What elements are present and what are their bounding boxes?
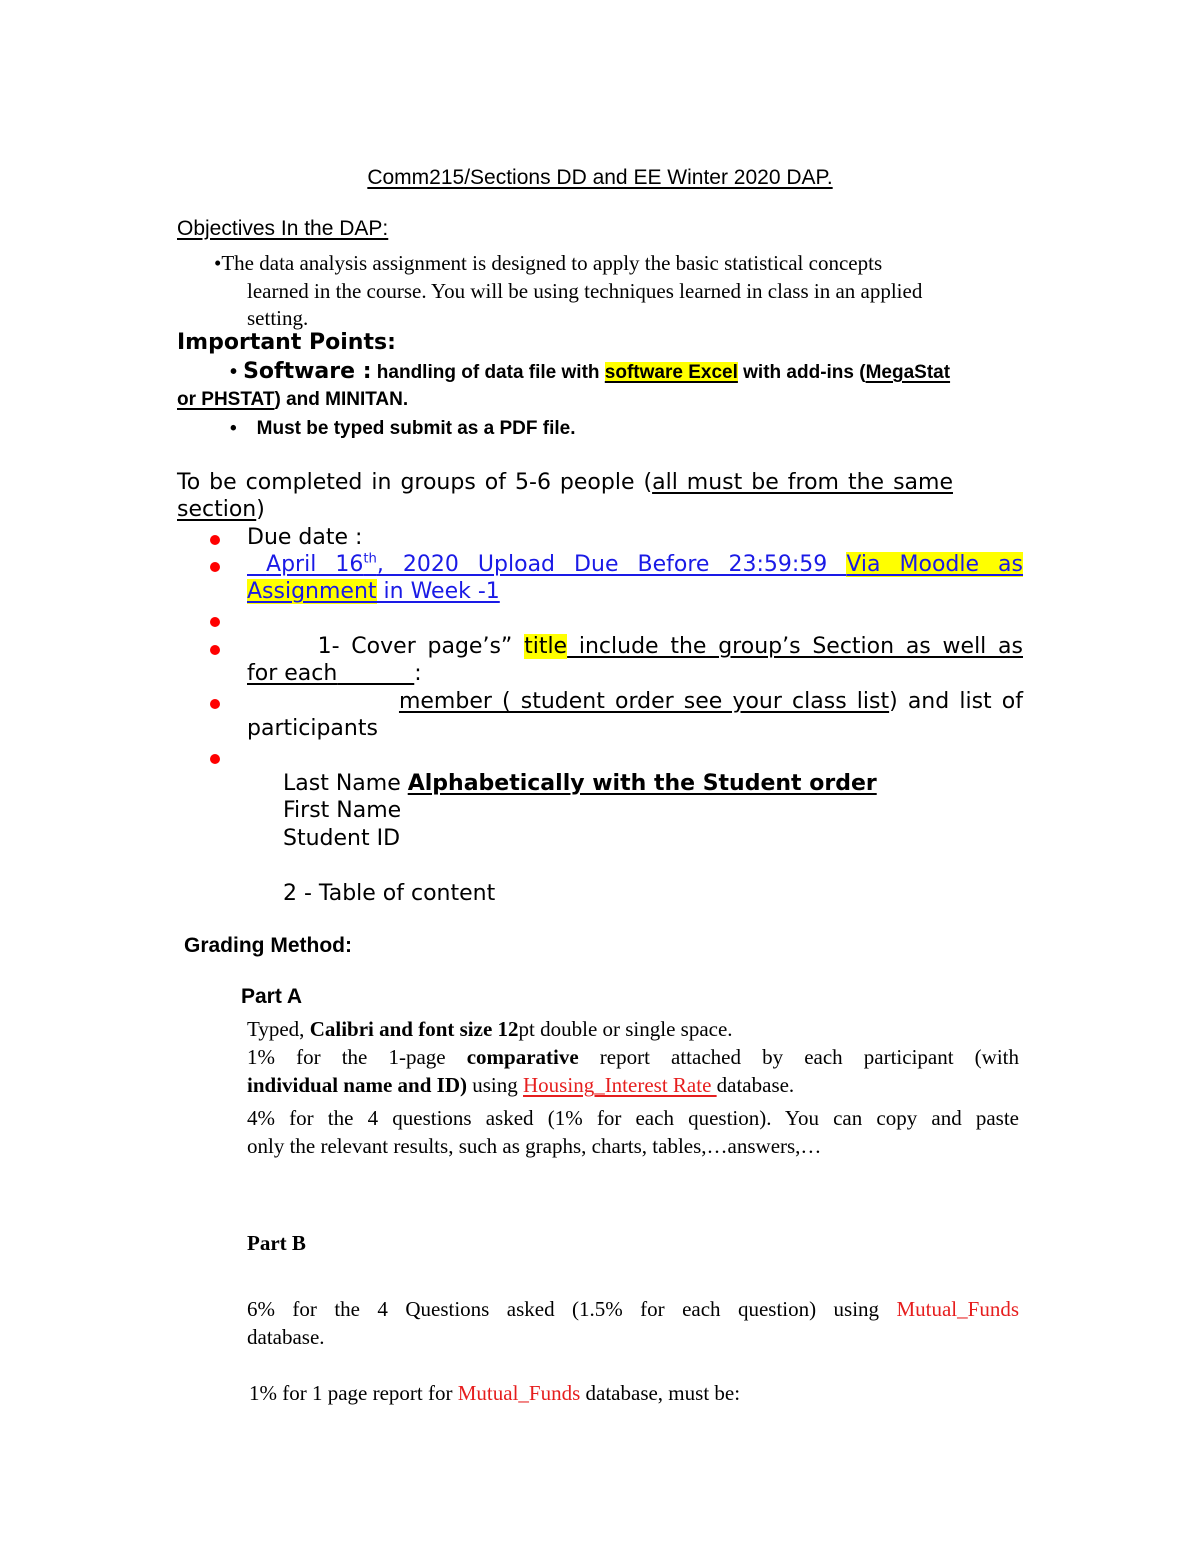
red-bullet-icon [210, 535, 220, 545]
important-heading: Important Points: [177, 330, 396, 355]
part-b-line3: 1% for 1 page report for Mutual_Funds database, must be: [249, 1381, 741, 1405]
software-label: Software : [243, 359, 372, 384]
week-link[interactable]: in Week -1 [376, 579, 500, 604]
due-date-label: Due date : [247, 525, 363, 550]
software-text: handling of data file with [371, 362, 605, 383]
cover-text: 1- Cover page’s” [317, 634, 525, 659]
red-bullet-icon [210, 645, 220, 655]
part-b-line2: database. [247, 1325, 325, 1349]
megastat-link[interactable]: MegaStat [865, 362, 951, 383]
objectives-heading: Objectives In the DAP: [177, 217, 389, 240]
due-date-line2 [247, 579, 500, 604]
housing-interest-link[interactable]: Housing_Interest Rate [523, 1073, 717, 1097]
pdf-note-text: Must be typed submit as a PDF file. [256, 418, 576, 439]
member-rest: ) and list of [889, 689, 1023, 714]
red-bullet-icon [210, 617, 220, 627]
groups-line1 [177, 470, 953, 495]
due-date-link[interactable]: April 16th, 2020 Upload Due Before 23:59:59 [266, 551, 847, 577]
red-bullet-icon [210, 699, 220, 709]
bullet-icon: • [230, 418, 237, 439]
cover-line2: for each : [247, 661, 422, 686]
part-b-line1: 6% for the 4 Questions asked (1.5% for each question) using Mutual_Funds [247, 1297, 1019, 1321]
pdf-note-bullet [230, 418, 576, 440]
objectives-bullet [214, 251, 882, 276]
part-a-line5: only the relevant results, such as graphs, charts, tables,…answers,… [247, 1134, 822, 1158]
grading-heading: Grading Method: [184, 934, 352, 957]
part-a-line3: individual name and ID) using Housing_Interest Rate database. [247, 1073, 795, 1097]
assignment-link[interactable]: Assignment [247, 579, 377, 604]
part-a-line2: 1% for the 1-page comparative report attached by each participant (with [247, 1045, 1019, 1069]
groups-line2-rest: ) [256, 497, 265, 522]
part-a-line4: 4% for the 4 questions asked (1% for each question). You can copy and paste [247, 1106, 1019, 1130]
via-moodle-link[interactable]: Via Moodle as [846, 552, 1023, 577]
part-b-heading: Part B [247, 1231, 306, 1255]
member-link[interactable]: member ( student order see your class list [398, 689, 890, 714]
bullet-icon: • [214, 251, 222, 275]
mutual-funds-text: Mutual_Funds [896, 1297, 1019, 1321]
part-a-line1: Typed, Calibri and font size 12pt double or single space. [247, 1017, 733, 1041]
first-name-text: First Name [283, 798, 402, 823]
part-a-heading: Part A [241, 985, 303, 1008]
objectives-text-line3: setting. [247, 306, 309, 330]
title-highlight: title [524, 634, 568, 659]
groups-text: To be completed in groups of 5-6 people ( [177, 470, 653, 495]
bullet-icon: • [230, 361, 238, 383]
groups-line2 [177, 497, 265, 522]
objectives-text-line2: learned in the course. You will be using techniques learned in class in an applied [247, 279, 923, 303]
software-line2-rest: ) and MINITAN. [274, 389, 409, 410]
last-name-line: Last Name Alphabetically with the Student order [283, 771, 877, 796]
participants-text: participants [247, 716, 378, 741]
software-bullet [230, 359, 950, 384]
student-id-text: Student ID [283, 826, 401, 851]
red-bullet-icon [210, 562, 220, 572]
same-section-link[interactable]: all must be from the same [652, 470, 953, 495]
cover-line1 [247, 634, 1023, 659]
objectives-text-line1: The data analysis assignment is designed to apply the basic statistical concepts [221, 251, 883, 275]
cover-section-link[interactable]: include the group’s Section as well as [567, 634, 1023, 659]
alphabetically-link[interactable]: Alphabetically with the Student order [407, 771, 877, 796]
red-bullet-icon [210, 754, 220, 764]
document-title: Comm215/Sections DD and EE Winter 2020 DAP. [367, 166, 833, 189]
mutual-funds-text: Mutual_Funds [457, 1381, 581, 1405]
software-text-2: with add-ins ( [737, 362, 866, 383]
cover-line3 [247, 689, 1023, 714]
software-excel-highlight: software Excel [604, 362, 738, 383]
software-line2 [177, 389, 408, 411]
section-link[interactable]: section [177, 497, 257, 522]
phstat-link[interactable]: or PHSTAT [177, 389, 275, 410]
due-date-line [247, 552, 1023, 577]
table-of-content-text: 2 - Table of content [283, 881, 496, 906]
for-each-link[interactable]: for each [247, 661, 338, 686]
